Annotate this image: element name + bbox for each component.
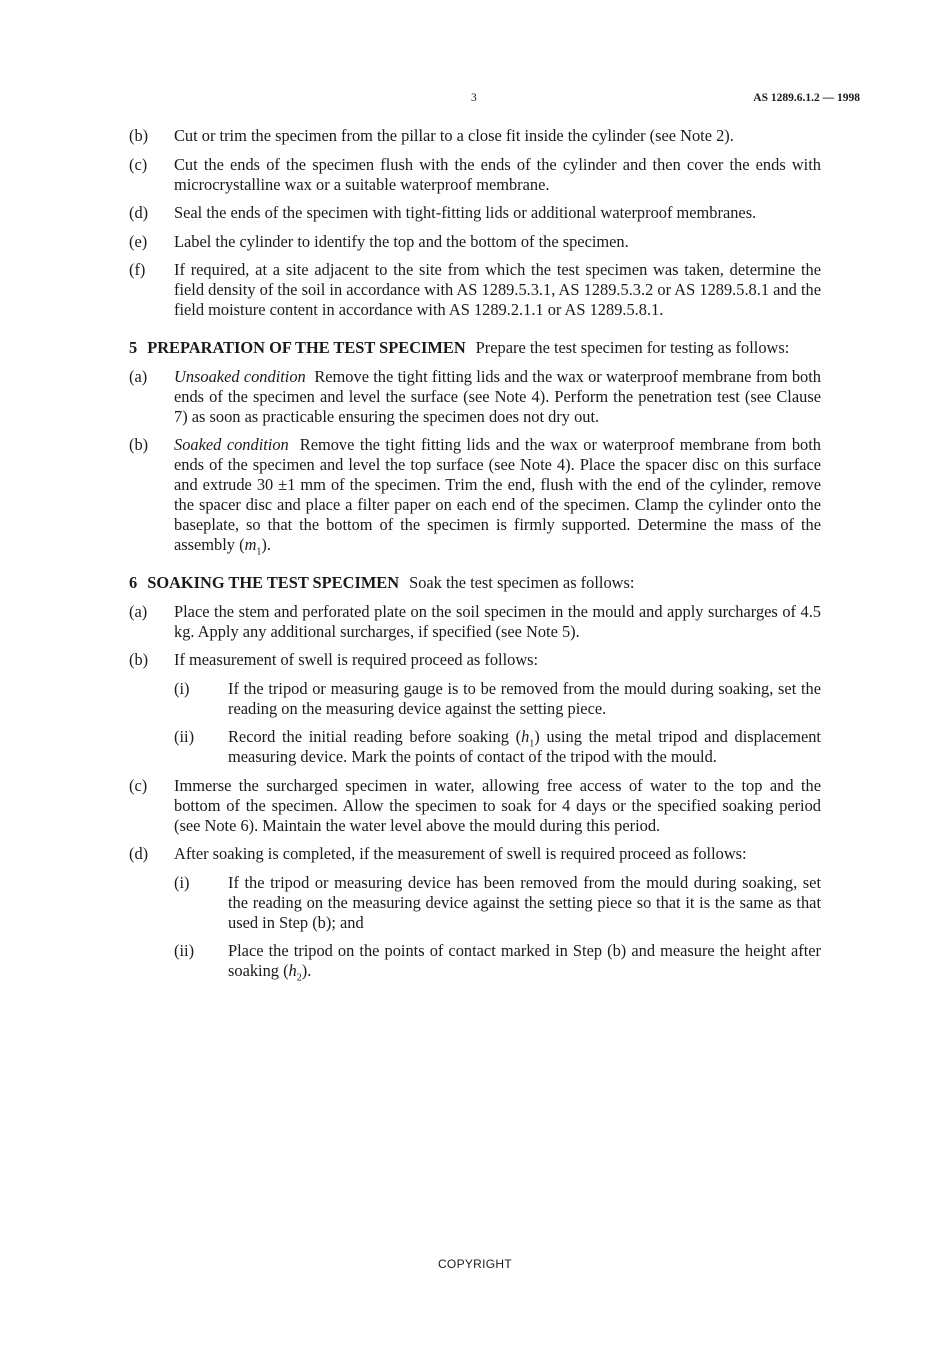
list-item	[129, 435, 821, 558]
sub-list-item	[174, 873, 821, 933]
item-label: (i)	[174, 872, 190, 892]
symbol: h	[288, 961, 297, 980]
condition-title: Soaked condition	[174, 435, 289, 454]
symbol: h	[521, 727, 530, 746]
section-6-heading	[129, 573, 821, 593]
item-tail: ) using the metal tripod and displacement measuring device. Mark the points of contact of the tripod with the mould.	[228, 727, 821, 766]
item-label: (a)	[129, 601, 148, 621]
item-body: Remove the tight fitting lids and the wax or waterproof membrane from both ends of the specimen and level the surface (see Note 4). Perform the penetration test (see Clause 7) as soon as practicable ensuring the specimen does not dry out.	[174, 366, 821, 426]
item-label: (b)	[129, 126, 149, 145]
item-text	[228, 727, 821, 767]
item-text: Soaked condition Remove the tight fitting lids and the wax or waterproof membrane from both ends of the specimen and level the top surface (see Note 4). Place the spacer disc on this surface and extrude 30 ±1 mm of the specimen. Trim the end, flush with the end of the cylinder, remove the spacer disc and place a filter paper on each end of the specimen. Clamp the cylinder onto the baseplate, so that the bottom of the specimen is firmly supported. Determine the mass of the assembly $(m_1)$.	[174, 435, 821, 558]
item-body: Remove the tight fitting lids and the wax or waterproof membrane from both ends of the specimen and level the top surface (see Note 4). Place the spacer disc on this surface and extrude 30 ±1 mm of the specimen. Trim the end, flush with the end of the cylinder, remove the spacer disc and place a filter paper on each end of the specimen. Clamp the cylinder onto the baseplate, so that the bottom of the specimen is firmly supported. Determine the mass of the assembly	[174, 435, 821, 554]
item-label: (ii)	[174, 941, 195, 960]
item-text: After soaking is completed, if the measurement of swell is required proceed as follows:	[174, 844, 747, 863]
item-text	[228, 941, 821, 984]
item-text: Immerse the surcharged specimen in water, allowing free access of water to the top and the bottom of the specimen. Allow the specimen to soak for 4 days or the specified soaking period (see Note 6). Maintain the water level above the mould during this period.	[174, 775, 821, 835]
item-label: (a)	[129, 366, 148, 386]
symbol-subscript: 2	[296, 972, 302, 984]
item-body: Place the tripod on the points of contact marked in Step (b) and measure the height after soaking (	[228, 941, 821, 980]
item-label: (d)	[129, 203, 149, 222]
standard-designation: AS 1289.6.1.2 — 1998	[753, 92, 860, 104]
list-item	[129, 232, 821, 252]
item-label: (c)	[129, 154, 148, 174]
sub-list-item	[174, 679, 821, 719]
sub-list-item	[174, 727, 821, 767]
list-item	[129, 776, 821, 836]
section-5-heading	[129, 338, 821, 358]
list-item	[129, 260, 821, 320]
item-label: (c)	[129, 775, 148, 795]
item-text	[174, 367, 821, 427]
item-tail: ).	[261, 535, 271, 554]
item-text: If required, at a site adjacent to the site from which the test specimen was taken, determine the field density of the soil in accordance with AS 1289.5.3.1, AS 1289.5.3.2 or AS 1289.5.8.1 and the field moisture content in accordance with AS 1289.2.1.1 or AS 1289.5.8.1.	[174, 260, 821, 319]
item-label: (b)	[129, 435, 149, 454]
symbol-subscript: 1	[529, 738, 535, 750]
copyright-footer: COPYRIGHT	[437, 1257, 513, 1271]
document-body	[129, 126, 821, 990]
item-body: Record the initial reading before soaking (	[228, 727, 522, 746]
item-text: If the tripod or measuring device has been removed from the mould during soaking, set the reading on the measuring device against the setting piece so that it is the same as that used in Step (b); and	[228, 872, 821, 932]
item-label: (b)	[129, 650, 149, 669]
section-title	[129, 338, 466, 357]
item-label: (d)	[129, 844, 149, 863]
page-number: 3	[471, 92, 477, 104]
item-text: Cut or trim the specimen from the pillar to a close fit inside the cylinder (see Note 2).	[174, 126, 734, 145]
list-item	[129, 602, 821, 642]
symbol-subscript: 1	[256, 546, 262, 558]
list-item	[129, 844, 821, 864]
section-intro: Prepare the test specimen for testing as follows:	[475, 338, 790, 357]
section-number: 5	[129, 338, 138, 357]
item-text: If measurement of swell is required proceed as follows:	[174, 650, 539, 669]
item-text: Seal the ends of the specimen with tight-fitting lids or additional waterproof membranes.	[174, 203, 757, 222]
condition-title: Unsoaked condition	[174, 366, 306, 386]
item-label: (i)	[174, 678, 190, 698]
item-text: Place the stem and perforated plate on the soil specimen in the mould and apply surcharges of 4.5 kg. Apply any additional surcharges, if specified (see Note 5).	[174, 601, 821, 641]
item-label: (e)	[129, 231, 148, 251]
sub-list-item	[174, 941, 821, 984]
item-label: (f)	[129, 260, 146, 279]
item-text: Label the cylinder to identify the top and the bottom of the specimen.	[174, 231, 629, 251]
item-text: If the tripod or measuring gauge is to be removed from the mould during soaking, set the reading on the measuring device against the setting piece.	[228, 678, 821, 718]
item-label: (ii)	[174, 727, 195, 746]
list-item	[129, 155, 821, 195]
page-header	[0, 92, 950, 108]
item-text: Cut the ends of the specimen flush with the ends of the cylinder and then cover the ends with microcrystalline wax or a suitable waterproof membrane.	[174, 154, 821, 194]
list-item	[129, 650, 821, 670]
item-tail: ).	[301, 961, 312, 980]
list-item	[129, 367, 821, 427]
section-title-text: PREPARATION OF THE TEST SPECIMEN	[147, 338, 466, 357]
section-title-text: SOAKING THE TEST SPECIMEN	[147, 573, 400, 592]
list-item	[129, 203, 821, 223]
list-item	[129, 126, 821, 146]
section-number: 6	[129, 573, 138, 592]
section-intro: Soak the test specimen as follows:	[409, 573, 635, 592]
section-title	[129, 573, 399, 592]
symbol: m	[244, 535, 257, 554]
